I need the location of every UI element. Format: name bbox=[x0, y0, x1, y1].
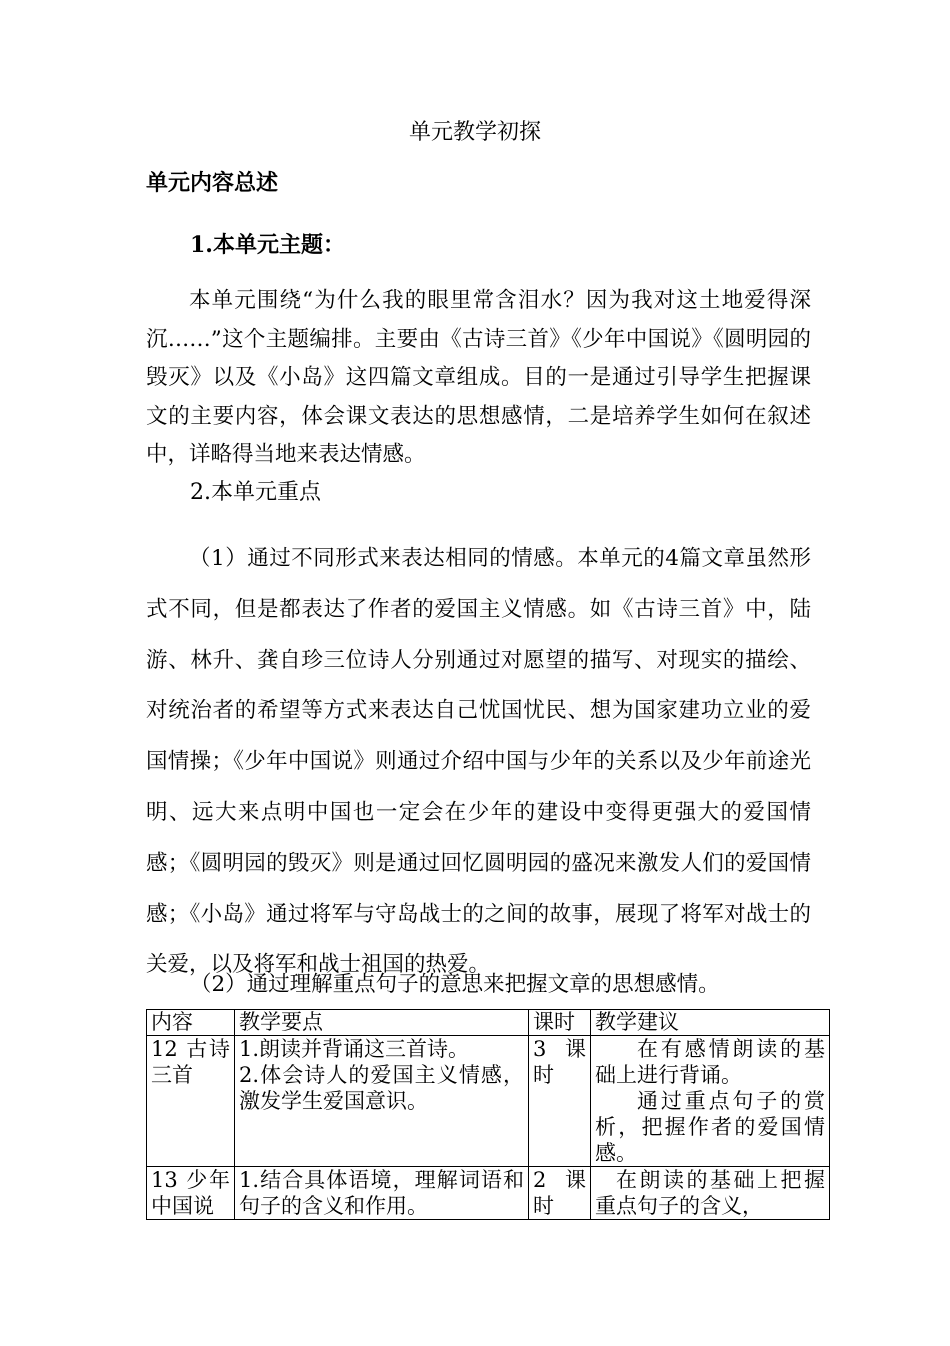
table-header-cell: 教学要点 bbox=[235, 1010, 529, 1036]
lesson-advice-cell bbox=[591, 1167, 830, 1220]
lesson-points-cell bbox=[235, 1167, 529, 1220]
lesson-advice: 通过重点句子的赏析，把握作者的爱国情感。 bbox=[595, 1089, 825, 1165]
lesson-points-cell bbox=[235, 1036, 529, 1167]
lesson-hours-cell: 2 课时 bbox=[529, 1167, 591, 1220]
section-heading: 单元内容总述 bbox=[146, 170, 279, 196]
lesson-content-cell: 12 古诗三首 bbox=[147, 1036, 235, 1167]
document-title: 单元教学初探 bbox=[408, 120, 541, 145]
table-header-cell: 教学建议 bbox=[591, 1010, 830, 1036]
lesson-point: 1.结合具体语境，理解词语和句子的含义和作用。 bbox=[239, 1168, 524, 1218]
table-header-cell: 课时 bbox=[529, 1010, 591, 1036]
theme-heading: 1.本单元主题： bbox=[190, 232, 345, 258]
table-row bbox=[147, 1036, 830, 1167]
focus-point-2: （2）通过理解重点句子的意思来把握文章的思想感情。 bbox=[190, 972, 720, 997]
focus-point-1: （1）通过不同形式来表达相同的情感。本单元的4篇文章虽然形式不同，但是都表达了作者的爱国主义情感。如《古诗三首》中，陆游、林升、龚自珍三位诗人分别通过对愿望的描写、对现实的描绘、对统治者的希望等方式来表达自己忧国忧民、想为国家建功立业的爱国情操；《少年中国说》则通过介绍中国与少年的关系以及少年前途光明、远大来点明中国也一定会在少年的建设中变得更强大的爱国情感；《圆明园的毁灭》则是通过回忆圆明园的盛况来激发人们的爱国情感；《小岛》通过将军与守岛战士的之间的故事，展现了将军对战士的关爱，以及将军和战士祖国的热爱。 bbox=[146, 546, 811, 978]
theme-paragraph: 本单元围绕“为什么我的眼里常含泪水？因为我对这土地爱得深沉……”这个主题编排。主要由《古诗三首》《少年中国说》《圆明园的毁灭》以及《小岛》这四篇文章组成。目的一是通过引导学生把握课文的主要内容，体会课文表达的思想感情，二是培养学生如何在叙述中，详略得当地来表达情感。 bbox=[146, 288, 811, 467]
lesson-content-cell: 13 少年中国说 bbox=[147, 1167, 235, 1220]
lesson-point: 1.朗读并背诵这三首诗。 bbox=[239, 1037, 470, 1061]
table-row bbox=[147, 1167, 830, 1220]
table-header-cell: 内容 bbox=[147, 1010, 235, 1036]
lesson-advice: 在朗读的基础上把握重点句子的含义， bbox=[595, 1168, 825, 1218]
lesson-hours-cell: 3 课时 bbox=[529, 1036, 591, 1167]
focus-heading: 2.本单元重点 bbox=[190, 480, 321, 505]
lesson-advice-cell bbox=[591, 1036, 830, 1167]
lesson-advice: 在有感情朗读的基础上进行背诵。 bbox=[595, 1037, 825, 1087]
lesson-point: 2.体会诗人的爱国主义情感，激发学生爱国意识。 bbox=[239, 1063, 524, 1113]
table-header-row bbox=[147, 1010, 830, 1036]
teaching-plan-table bbox=[146, 1009, 830, 1220]
